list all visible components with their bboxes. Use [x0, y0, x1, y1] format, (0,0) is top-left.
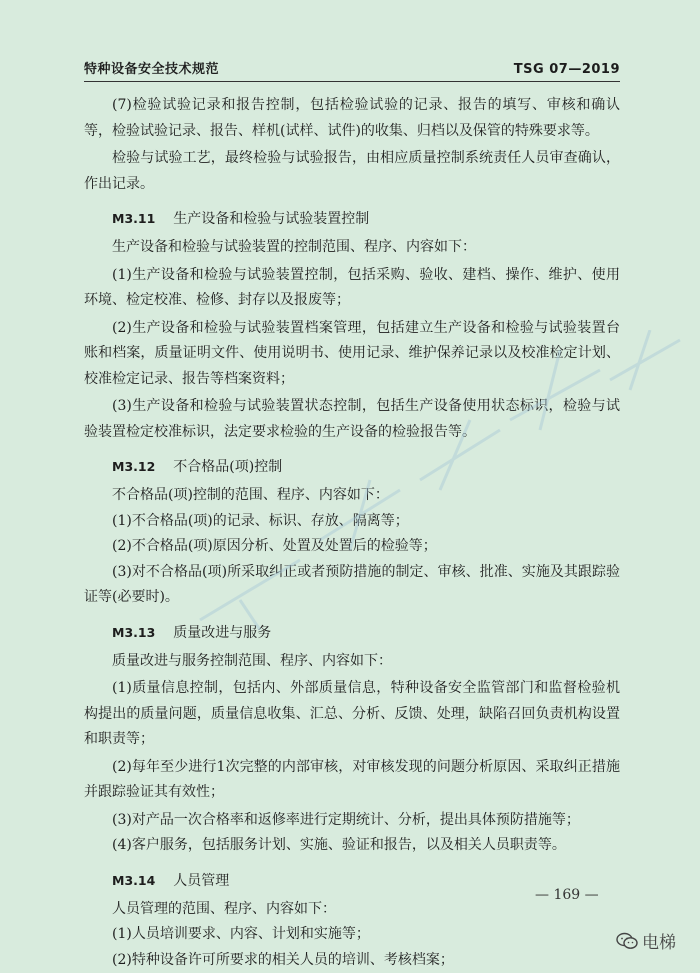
section-heading-m3-12 [84, 454, 620, 480]
paragraph: 人员管理的范围、程序、内容如下： [84, 897, 620, 923]
section-number: M3.12 [112, 459, 155, 474]
paragraph: (2)特种设备许可所要求的相关人员的培训、考核档案； [84, 948, 620, 973]
paragraph: (3)生产设备和检验与试验装置状态控制，包括生产设备使用状态标识，检验与试验装置检定校准标识，法定要求检验的生产设备的检验报告等。 [84, 394, 620, 445]
paragraph: 质量改进与服务控制范围、程序、内容如下： [84, 649, 620, 675]
section-heading-m3-11 [84, 206, 620, 232]
header-title: 特种设备安全技术规范 [84, 58, 219, 77]
wechat-icon [616, 932, 638, 950]
section-title: 生产设备和检验与试验装置控制 [173, 211, 369, 227]
header-rule [84, 81, 620, 82]
header-code: TSG 07—2019 [514, 62, 620, 77]
paragraph: 生产设备和检验与试验装置的控制范围、程序、内容如下： [84, 235, 620, 261]
paragraph: (7)检验试验记录和报告控制，包括检验试验的记录、报告的填写、审核和确认等，检验试验记录、报告、样机(试样、试件)的收集、归档以及保管的特殊要求等。 [84, 93, 620, 144]
paragraph: (1)人员培训要求、内容、计划和实施等； [84, 922, 620, 948]
logo-text: 电梯 [642, 928, 676, 953]
paragraph: (1)质量信息控制，包括内、外部质量信息，特种设备安全监管部门和监督检验机构提出的质量问题，质量信息收集、汇总、分析、反馈、处理，缺陷召回负责机构设置和职责等； [84, 676, 620, 753]
paragraph: (2)每年至少进行1次完整的内部审核，对审核发现的问题分析原因、采取纠正措施并跟踪验证其有效性； [84, 755, 620, 806]
section-heading-m3-13 [84, 620, 620, 646]
section-title: 质量改进与服务 [173, 625, 271, 641]
section-title: 不合格品(项)控制 [173, 459, 282, 475]
paragraph: (3)对不合格品(项)所采取纠正或者预防措施的制定、审核、批准、实施及其跟踪验证等(必要时)。 [84, 560, 620, 611]
footer-logo [616, 928, 676, 953]
paragraph: 检验与试验工艺，最终检验与试验报告，由相应质量控制系统责任人员审查确认，作出记录。 [84, 146, 620, 197]
section-number: M3.11 [112, 211, 155, 226]
page-content [84, 93, 620, 973]
paragraph: (3)对产品一次合格率和返修率进行定期统计、分析，提出具体预防措施等； [84, 808, 620, 834]
paragraph: (2)生产设备和检验与试验装置档案管理，包括建立生产设备和检验与试验装置台账和档案，质量证明文件、使用说明书、使用记录、维护保养记录以及校准检定计划、校准检定记录、报告等档案资料； [84, 316, 620, 393]
paragraph: (1)不合格品(项)的记录、标识、存放、隔离等； [84, 509, 620, 535]
paragraph: (4)客户服务，包括服务计划、实施、验证和报告，以及相关人员职责等。 [84, 833, 620, 859]
section-title: 人员管理 [173, 873, 229, 889]
paragraph: (1)生产设备和检验与试验装置控制，包括采购、验收、建档、操作、维护、使用环境、检定校准、检修、封存以及报废等； [84, 263, 620, 314]
paragraph: (2)不合格品(项)原因分析、处置及处置后的检验等； [84, 534, 620, 560]
page-header [84, 57, 620, 77]
section-number: M3.13 [112, 625, 155, 640]
paragraph: 不合格品(项)控制的范围、程序、内容如下： [84, 483, 620, 509]
section-number: M3.14 [112, 873, 155, 888]
page-number: — 169 — [535, 887, 599, 903]
